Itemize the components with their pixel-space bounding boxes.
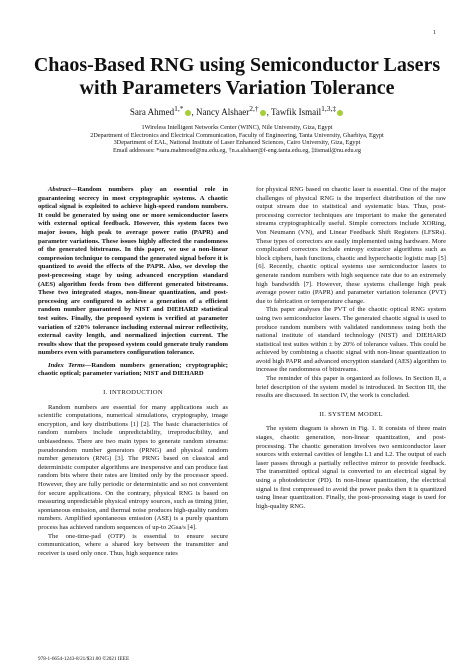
author-line: Sara Ahmed$^{1,*}$ , Nancy Alshaer$^{2,\dagger}$ , Tawfik Ismail$^{1,3,\ddagger}$ (20, 104, 454, 117)
orcid-icon[interactable] (260, 110, 266, 116)
section-heading-introduction: I. INTRODUCTION (103, 389, 163, 397)
email-line: Email addresses: *sara.mahmoud@nu.edu.eg, †n.a.alshaer@f-eng.tanta.edu.eg, ‡tismail@nu.edu.eg (112, 146, 362, 154)
orcid-icon[interactable] (337, 110, 343, 116)
left-column (38, 186, 228, 558)
author-superscript: 2,† (249, 104, 259, 113)
copyright-footer: 978-1-6654-1243-8/21/$31.00 ©2021 IEEE (38, 656, 130, 662)
orcid-icon[interactable] (185, 110, 191, 116)
abstract (38, 186, 228, 358)
author-name: Sara Ahmed (129, 107, 175, 117)
author-name: Nancy Alshaer (196, 107, 250, 117)
body-paragraph: This paper analyses the PVT of the chaotic optical RNG system using two semiconductor lasers. The generated chaotic signal is used to produce random numbers with validated randomness using both the national institute of standard technology (NIST) and DIEHARD statistical test suites within ± by 20% of tolerance values. This could be achieved by combining a chaotic signal with non-linear quantization to avoid high PAPR and advanced encryption standard (AES) algorithm to increase the randomness of bitstreams. (256, 306, 446, 374)
body-paragraph: The one-time-pad (OTP) is essential to ensure secure communication, where a shared key between the transmitter and receiver is used only once. Thus, high sequence rates (38, 532, 228, 557)
body-paragraph: The reminder of this paper is organized as follows. In Section II, a brief description of the system model is introduced. In Section III, the results are discussed. In section IV, the work is concluded. (256, 375, 446, 400)
abstract-lead: Abstract (48, 186, 71, 193)
right-column (256, 186, 446, 511)
body-paragraph: Random numbers are essential for many applications such as scientific computations, numerical simulations, cryptography, image encryption, and key distributions [1] [2]. The basic characteristics of random numbers include unpredictability, irreproducibility, and unbiasedness. There are two main types to generate random streams: pseudorandom number generators (PRNG) and physical random number generators (RNG) [3]. The PRNG based on classical and deterministic computer algorithms are inexpensive and can produce fast random bits where their rates are limited only by the processor speed. However, they are fully periodic or deterministic and so not convenient for secure applications. On the contrary, physical RNG is based on measuring unpredictable physical entropy sources, such as timing jitter, spontaneous emission, and thermal noise produces high-quality random numbers. Amplified spontaneous emission (ASE) is a purely quantum process has achieved random sequences of up-to 2Gsa/s [4]. (38, 403, 228, 531)
affiliations (20, 124, 454, 154)
author-superscript: 1,3,‡ (321, 104, 337, 113)
affiliation-line: 2Department of Electronics and Electrical Communication, Faculty of Engineering, Tanta University, Gharbiya, Egypt (90, 131, 384, 139)
author-superscript: 1,* (174, 104, 184, 113)
author-name: Tawfik Ismail (270, 107, 322, 117)
index-terms (38, 362, 228, 379)
abstract-text: —Random numbers play an essential role in guaranteeing secrecy in most cryptographic systems. A chaotic optical signal is exploited to achieve high-speed random numbers. It could be generated by using one or more semiconductor lasers with external optical feedback. However, this system faces two major issues, high peak to average power ratio (PAPR) and parameter variations. These issues highly affected the randomness of the generated bitstreams. In this paper, we use a non-linear compression technique to compand the generated signal before it is quantized to avoid the effects of the PAPR. Also, we develop the post-processing stage by using advanced encryption standard (AES) algorithm feeds from two different generated bitstreams. These two integrated stages, non-linear quantization, and post-processing are configured to achieve a generation of a efficient random number guaranteed by NIST and DIEHARD statistical test suites. Finally, the proposed system is verified at parameter variation of ±20% tolerance including external mirror reflectivity, external cavity length, and normalized injection current. The results show that the proposed system could generate truly random numbers even with parameters configuration tolerance. (38, 186, 228, 357)
index-terms-lead: Index Terms (48, 361, 85, 369)
page-number: 1 (433, 30, 436, 36)
affiliation-line: 3Department of EAL, National Institute of Laser Enhanced Sciences, Cairo University, Giza, Egypt (113, 139, 361, 147)
section-heading-system-model: II. SYSTEM MODEL (319, 410, 383, 418)
body-paragraph: for physical RNG based on chaotic laser is essential. One of the major challenges of physical RNG is the imperfect distribution of the raw output stream due to statistical and systematic bias. Thus, post-processing corrector techniques are important to make the generated streams cryptographically useful. Simple correctors include XORing, Von Neumann (VN), and Linear Feedback Shift Registers (LFSRs). These types of correctors are easily implemented using hardware. More complicated correctors include entropy extractor algorithms such as block ciphers, hash functions, chaotic and hyperchaotic logistic map [5] [6]. Recently, chaotic optical systems use semiconductor lasers to generate random numbers with high sequence rate due to an extremely high bandwidth [7]. However, these systems challenge high peak average power ratio (PAPR) and parameter variation tolerance (PVT) due to fabrication or temperature change. (256, 186, 446, 305)
affiliation-line: 1Wireless Intelligent Networks Center (WINC), Nile University, Giza, Egypt (141, 124, 333, 131)
paper-title: Chaos-Based RNG using Semiconductor Lasers with Parameters Variation Tolerance (33, 54, 441, 99)
body-paragraph: The system diagram is shown in Fig. 1. It consists of three main stages, chaotic generation, non-linear quantization, and post-processing. The chaotic generation involves two semiconductor laser sources with external cavities of lengths L1 and L2. The output of each laser passes through a partially reflective mirror to provide feedback. The transmitted optical signal is converted to an electrical signal by using a photodetector (PD). In non-linear quantization, the electrical signal is first compressed to avoid the power peaks then it is quantized using linear quantization. Finally, the post-processing stage is used for high-quality RNG. (256, 425, 446, 510)
index-terms-text: —Random numbers generation; cryptographic; chaotic optical; parameter variation; NIST and DIEHARD (38, 361, 228, 378)
